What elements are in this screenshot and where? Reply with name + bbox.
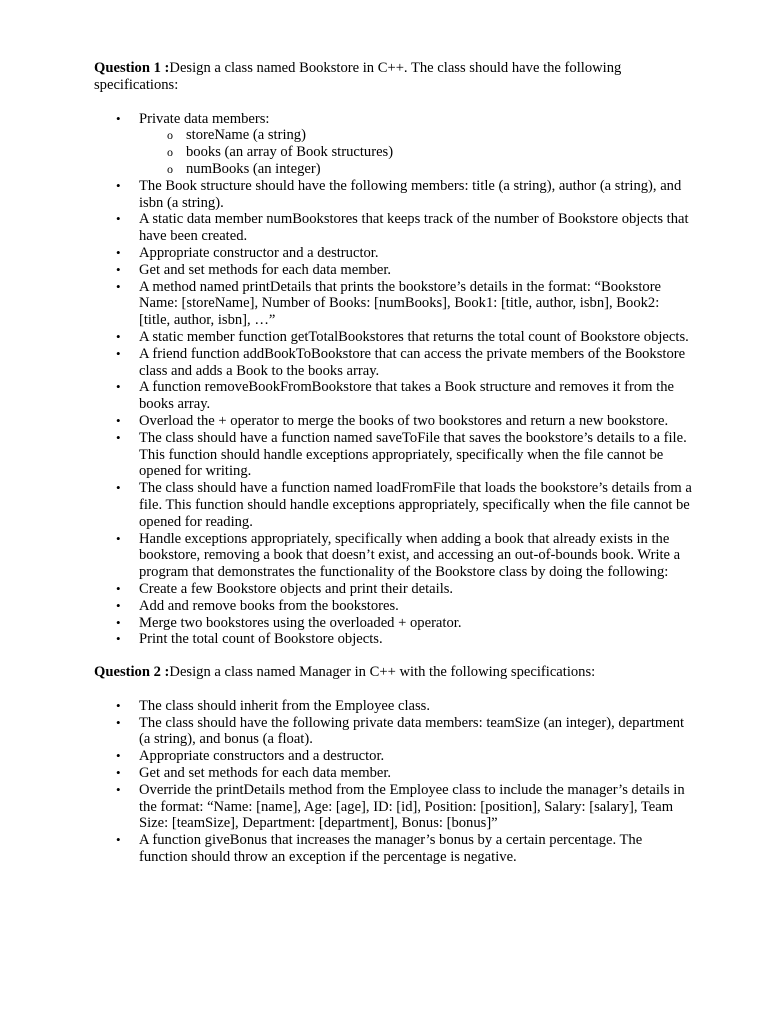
bullet-icon: • [116, 580, 121, 596]
list-item: • Overload the + operator to merge the books of two bookstores and return a new bookstore. [116, 412, 669, 429]
list-item: • A friend function addBookToBookstore that can access the private members of the Bookstore class and adds a Book to the books array. [116, 345, 686, 379]
list-item: • A function removeBookFromBookstore that takes a Book structure and removes it from the books array. [116, 379, 674, 413]
question-2-heading [94, 664, 694, 681]
sub-list-item: o books (an array of Book structures) [167, 144, 394, 161]
list-item: • The class should have the following private data members: teamSize (an integer), department (a string), and bonus (a float). [116, 714, 685, 748]
bullet-icon: • [116, 244, 121, 260]
bullet-icon: • [116, 765, 121, 781]
list-item: • The Book structure should have the following members: title (a string), author (a string), and isbn (a string). [116, 177, 682, 211]
circle-bullet-icon: o [167, 161, 173, 176]
list-item: • Add and remove books from the bookstores. [116, 597, 399, 614]
bullet-icon: • [116, 748, 121, 764]
list-item: • Print the total count of Bookstore objects. [116, 631, 383, 648]
document-body [94, 60, 694, 866]
bullet-icon: • [116, 832, 121, 848]
bullet-icon: • [116, 530, 121, 546]
bullet-icon: • [116, 714, 121, 730]
question-2-list [94, 698, 694, 866]
question-1-intro: Design a class named Bookstore in C++. The class should have the following specifications: [94, 60, 622, 93]
question-1-list [94, 111, 694, 649]
question-1-heading [94, 60, 694, 94]
list-item: • Private data members: o storeName (a string) o books (an array of Book structures) o numBooks (an integer) [94, 111, 694, 178]
bullet-icon: • [116, 412, 121, 428]
question-2-label: Question 2 : [94, 664, 170, 681]
bullet-icon: • [116, 278, 121, 294]
list-item: • The class should have a function named loadFromFile that loads the bookstore’s details from a file. This function should handle exceptions appropriately, specifically when the file cannot be opened for reading. [116, 480, 692, 530]
bullet-icon: • [116, 261, 121, 277]
list-item: • Get and set methods for each data member. [116, 261, 392, 278]
list-item: • Create a few Bookstore objects and print their details. [116, 580, 454, 597]
list-item: • A function giveBonus that increases the manager’s bonus by a certain percentage. The function should throw an exception if the percentage is negative. [116, 832, 643, 866]
question-2-intro: Design a class named Manager in C++ with the following specifications: [169, 664, 596, 681]
bullet-icon: • [116, 328, 121, 344]
bullet-icon: • [116, 614, 121, 630]
bullet-icon: • [116, 345, 121, 361]
sub-list-item: o storeName (a string) [167, 127, 306, 144]
bullet-icon: • [116, 697, 121, 713]
circle-bullet-icon: o [167, 145, 173, 160]
list-item: • A static data member numBookstores that keeps track of the number of Bookstore objects that have been created. [116, 211, 689, 245]
list-item: • A static member function getTotalBookstores that returns the total count of Bookstore objects. [116, 328, 689, 345]
bullet-icon: • [116, 429, 121, 445]
question-1-label: Question 1 : [94, 60, 170, 76]
bullet-icon: • [116, 110, 121, 126]
list-item: • Appropriate constructors and a destructor. [116, 748, 385, 765]
bullet-icon: • [116, 597, 121, 613]
list-item: • Handle exceptions appropriately, specifically when adding a book that already exists in the bookstore, removing a book that doesn’t exist, and accessing an out-of-bounds book. Write a program that demonstrates the functionality of the Bookstore class by doing the following: [116, 530, 681, 581]
bullet-icon: • [116, 480, 121, 496]
private-members-sublist [139, 127, 694, 177]
sub-list-item: o numBooks (an integer) [167, 160, 321, 177]
bullet-icon: • [116, 177, 121, 193]
list-item: • Get and set methods for each data member. [116, 765, 392, 782]
list-item: • A method named printDetails that prints the bookstore’s details in the format: “Bookstore Name: [storeName], Number of Books: [numBooks], Book1: [title, author, isbn], Book2: [title, author, isbn], …” [116, 278, 662, 329]
bullet-icon: • [116, 631, 121, 647]
circle-bullet-icon: o [167, 128, 173, 143]
list-item: • Merge two bookstores using the overloaded + operator. [116, 614, 462, 631]
bullet-icon: • [116, 781, 121, 797]
bullet-icon: • [116, 379, 121, 395]
list-item: • The class should have a function named saveToFile that saves the bookstore’s details to a file. This function should handle exceptions appropriately, specifically when the file cannot be opened for writing. [116, 429, 687, 480]
bullet-icon: • [116, 211, 121, 227]
list-item: • The class should inherit from the Employee class. [116, 697, 430, 714]
list-item: • Override the printDetails method from the Employee class to include the manager’s details in the format: “Name: [name], Age: [age], ID: [id], Position: [position], Salary: [salary], Team Size: [teamSize], Department: [department], Bonus: [bonus]” [116, 781, 685, 832]
list-item: • Appropriate constructor and a destructor. [116, 244, 379, 261]
